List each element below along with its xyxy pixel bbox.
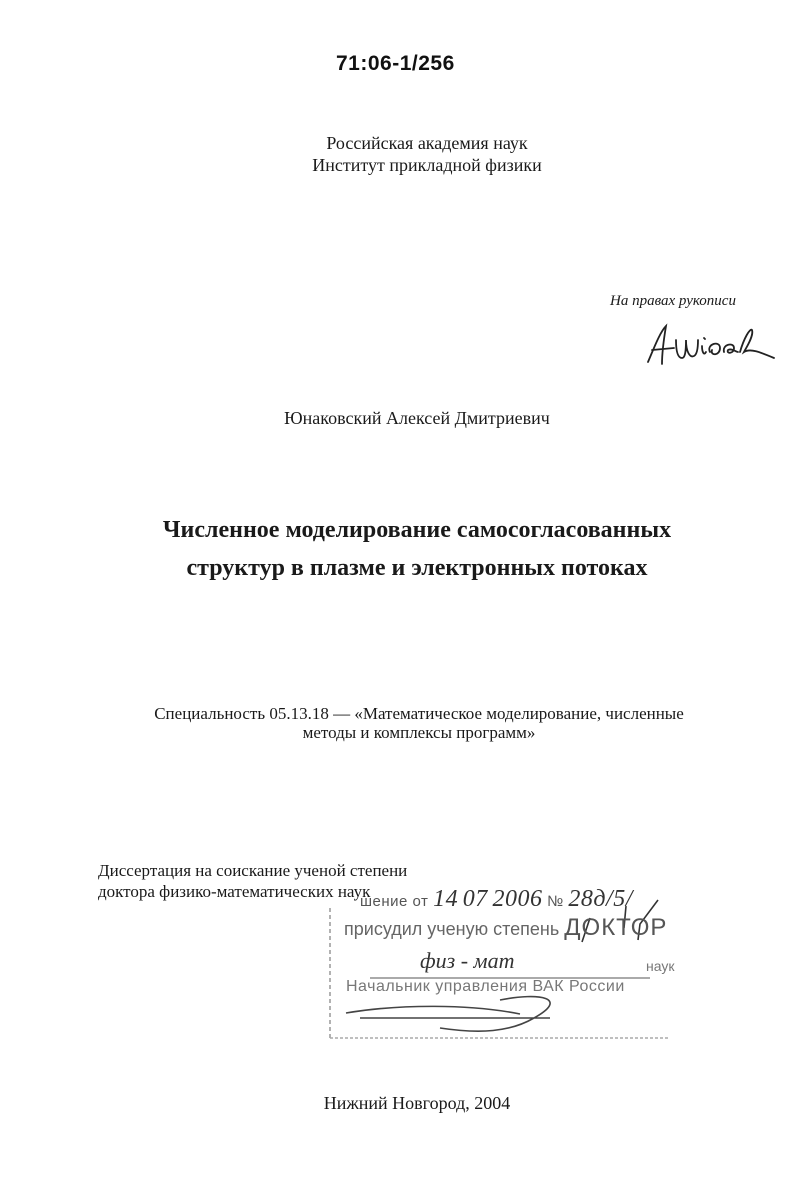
archive-code: 71:06-1/256 [336, 52, 455, 75]
organization-line-institute: Институт прикладной физики [312, 155, 542, 175]
stamp-awarded-text: присудил ученую степень [344, 919, 560, 939]
stamp-head-title: Начальник управления ВАК России [346, 978, 625, 995]
author-name: Юнаковский Алексей Дмитриевич [284, 408, 550, 428]
stamp-date-day: 14 [433, 886, 459, 912]
stamp-field-handwritten: физ - мат [420, 948, 515, 973]
dissertation-title [20, 511, 794, 587]
degree-line-2: доктора физико-математических наук [98, 882, 371, 901]
stamp-number-prefix: № [547, 893, 564, 910]
author-signature [640, 318, 780, 378]
stamp-date-month: 07 [462, 886, 488, 912]
stamp-degree-word: ДОКТОР [564, 914, 668, 941]
organization-line-academy: Российская академия наук [326, 133, 528, 153]
city-year: Нижний Новгород, 2004 [323, 1093, 511, 1113]
stamp-decision-prefix: шение от [360, 893, 429, 910]
degree-line-1: Диссертация на соискание ученой степени [98, 861, 408, 880]
specialty [22, 704, 794, 742]
stamp-date-year: 2006 [492, 886, 543, 912]
stamp-awarded-line [344, 914, 667, 942]
title-line-1: Численное моделирование самосогласованных [162, 517, 672, 543]
stamp-decision-line [360, 886, 633, 913]
organization-block [30, 132, 794, 176]
vak-stamp [320, 828, 700, 1053]
manuscript-note: На правах рукописи [610, 293, 736, 309]
specialty-line-2: методы и комплексы программ» [302, 723, 536, 742]
specialty-line-1: Специальность 05.13.18 — «Математическое моделирование, численные [154, 704, 684, 723]
title-line-2: структур в плазме и электронных потоках [186, 555, 648, 581]
stamp-field-suffix: наук [646, 958, 675, 974]
stamp-number: 28д/5/ [568, 886, 633, 912]
